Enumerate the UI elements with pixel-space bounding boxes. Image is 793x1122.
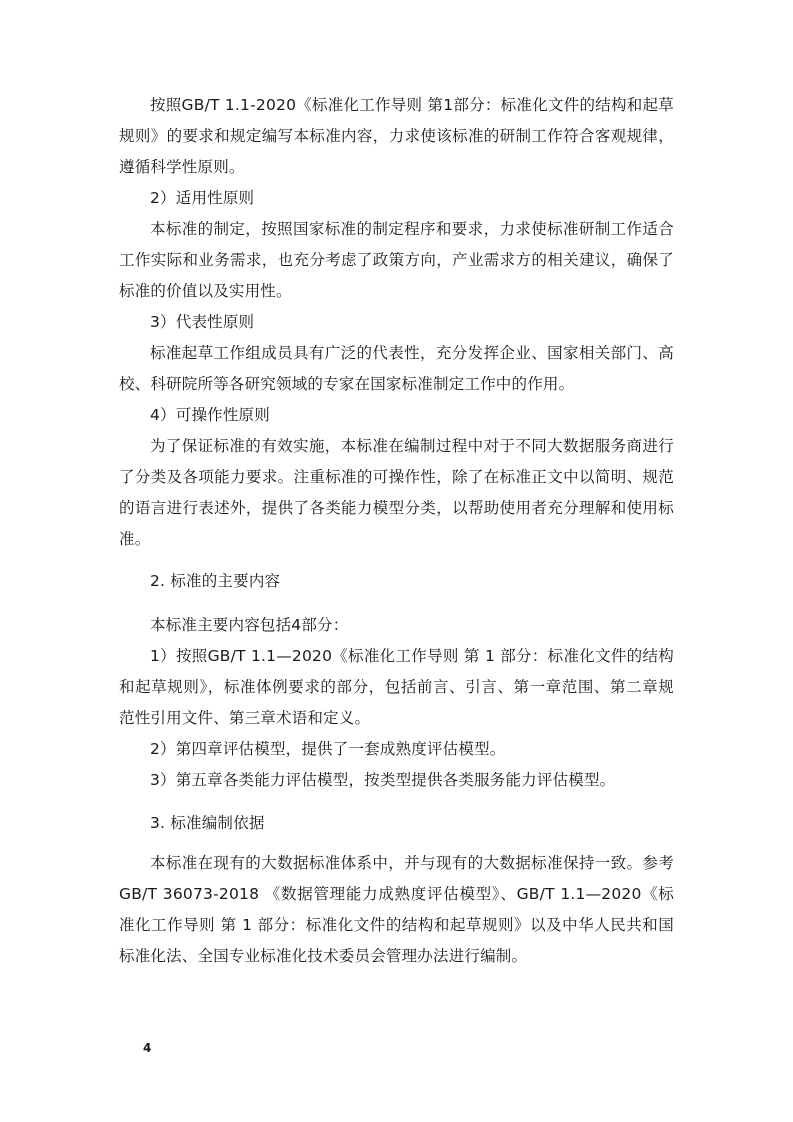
section-heading-main-content: 2. 标准的主要内容 bbox=[150, 572, 281, 590]
heading-representativeness-principle: 3）代表性原则 bbox=[150, 313, 255, 331]
paragraph-operability: 为了保证标准的有效实施，本标准在编制过程中对于不同大数据服务商进行了分类及各项能力要求。注重标准的可操作性，除了在标准正文中以简明、规范的语言进行表述外，提供了各类能力模型分类，以帮助使用者充分理解和使用标准。 bbox=[119, 437, 674, 548]
paragraph-content-item-2: 2）第四章评估模型，提供了一套成熟度评估模型。 bbox=[150, 740, 506, 758]
paragraph-content-count: 本标准主要内容包括4部分： bbox=[150, 616, 349, 634]
paragraph-gbt-compliance: 按照GB/T 1.1-2020《标准化工作导则 第1部分：标准化文件的结构和起草规则》的要求和规定编写本标准内容，力求使该标准的研制工作符合客观规律，遵循科学性原则。 bbox=[119, 96, 674, 176]
heading-applicability-principle: 2）适用性原则 bbox=[150, 189, 255, 207]
paragraph-content-item-1: 1）按照GB/T 1.1—2020《标准化工作导则 第 1 部分：标准化文件的结构和起草规则》，标准体例要求的部分，包括前言、引言、第一章范围、第二章规范性引用文件、第三章术语和定义。 bbox=[119, 647, 674, 727]
paragraph-representativeness: 标准起草工作组成员具有广泛的代表性，充分发挥企业、国家相关部门、高校、科研院所等各研究领域的专家在国家标准制定工作中的作用。 bbox=[119, 344, 674, 393]
paragraph-basis: 本标准在现有的大数据标准体系中，并与现有的大数据标准保持一致。参考GB/T 36073-2018 《数据管理能力成熟度评估模型》、GB/T 1.1—2020《标准化工作导则 第 1 部分：标准化文件的结构和起草规则》以及中华人民共和国标准化法、全国专业标准化技术委员会管理办法进行编制。 bbox=[119, 854, 674, 965]
page-number: 4 bbox=[143, 1041, 152, 1055]
paragraph-content-item-3: 3）第五章各类能力评估模型，按类型提供各类服务能力评估模型。 bbox=[150, 771, 616, 789]
paragraph-applicability: 本标准的制定，按照国家标准的制定程序和要求，力求使标准研制工作适合工作实际和业务需求，也充分考虑了政策方向，产业需求方的相关建议，确保了标准的价值以及实用性。 bbox=[119, 220, 674, 300]
section-heading-basis: 3. 标准编制依据 bbox=[150, 814, 265, 832]
heading-operability-principle: 4）可操作性原则 bbox=[150, 406, 270, 424]
